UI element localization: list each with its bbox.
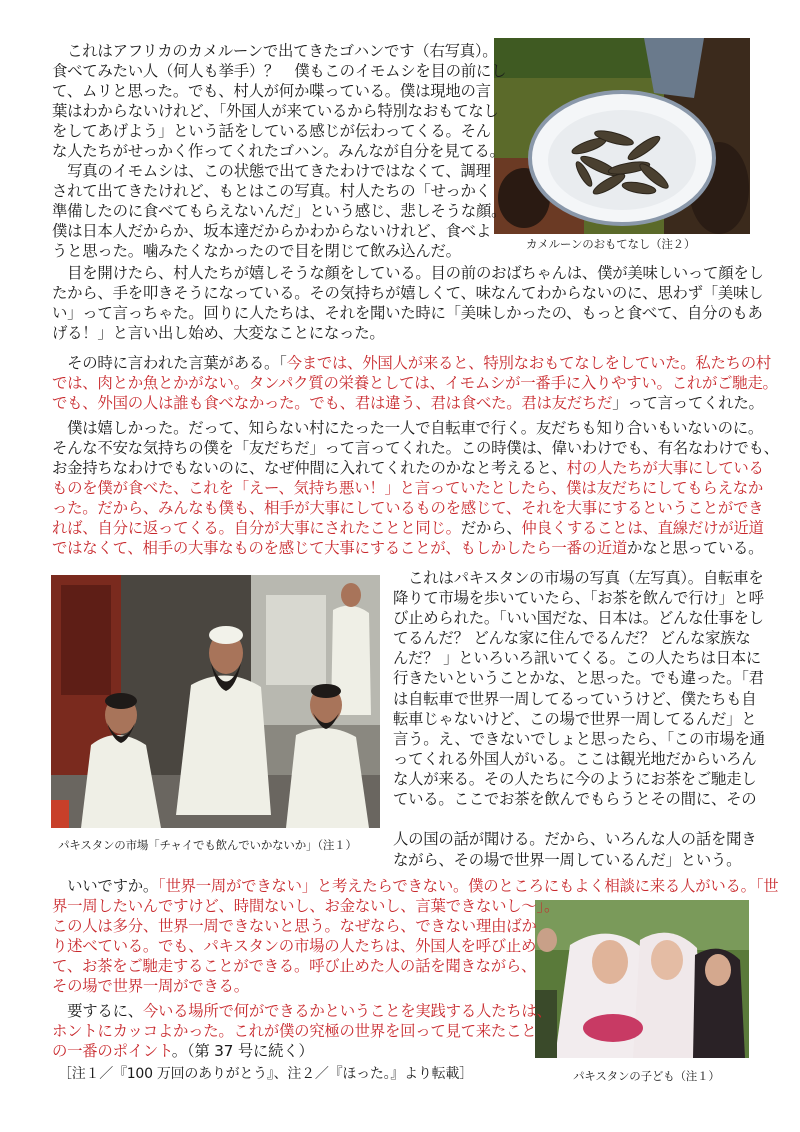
text-line: をしてあげよう」という話をしている感じが伝わってくる。そん [52,122,491,140]
cameroon-photo-caption: カメルーンのおもてなし（注２） [526,237,696,251]
source-footnote: ［注１／『100 万回のありがとう』、注２／『ほった。』より転載］ [58,1066,473,1082]
pakistan-market-photo [51,575,380,828]
text-line [52,1041,314,1061]
text-line: 行きたいということかな、と思った。でも違った。「君 [393,669,764,687]
cameroon-photo [494,38,750,234]
highlight-line: その場で世界一周ができる。 [52,977,249,995]
pakistan-children-photo [535,900,749,1058]
text-line [52,353,771,373]
highlight-line: では、肉とか魚とかがない。タンパク質の栄養としては、イモムシが一番手に入りやすい。これがご馳走。 [52,374,778,392]
text-line: これはパキスタンの市場の写真（左写真）。自転車を [393,569,764,587]
text-line: 準備したのに食べてもらえないんだ」という感じ、悲しそうな顔。 [52,202,507,220]
highlight-line: り述べている。でも、パキスタンの市場の人たちは、外国人を呼び止め [52,937,537,955]
highlight-span: 今いる場所で何ができるかということを実践する人たちは、 [142,1002,552,1020]
text-span: 要するに、 [52,1002,143,1020]
text-span: お金持ちなわけでもないのに、なぜ仲間に入れてくれたのかなと考えると、 [52,459,567,477]
text-line: な人が来る。その人たちに今のようにお茶をご馳走し [393,770,757,788]
highlight-line: ものを僕が食べた、これを「えー、気持ち悪い！」と言っていたとしたら、僕は友だちにしてもらえなか [52,479,763,497]
highlight-span: 今までは、外国人が来ると、特別なおもてなしをしていた。私たちの村 [286,354,772,372]
text-span: その時に言われた言葉がある。「 [52,354,287,372]
text-line [52,1001,552,1021]
pakistan-children-photo-caption: パキスタンの子ども（注１） [573,1069,720,1083]
text-line [52,393,764,413]
text-line: ながら、その場で世界一周しているんだ」という。 [393,851,742,869]
text-line: ている。ここでお茶を飲んでもらうとその間に、その [393,790,757,808]
text-line: 言う。え、できないでしょと思ったら、「この市場を通 [393,730,765,748]
text-line: い」って言っちゃた。回りに人たちは、それを聞いた時に「美味しかったの、もっと食べて、自分のもあ [52,304,763,322]
text-line: うと思った。噛みたくなかったので目を閉じて飲み込んだ。 [52,242,461,260]
highlight-span: れば、自分に返ってくる。自分が大事にされたことと同じ。 [52,519,461,537]
text-span: いいですか。 [52,877,158,895]
pakistan-market-photo-caption: パキスタンの市場「チャイでも飲んでいかないか」（注１） [58,838,357,852]
text-line: されて出てきたけれど、もとはこの写真。村人たちの「せっかく [52,182,491,200]
text-line [52,876,778,896]
text-line: ってくれる外国人がいる。ここは観光地だからいろん [393,750,757,768]
text-line: 目を開けたら、村人たちが嬉しそうな顔をしている。目の前のおばちゃんは、僕が美味しいって顔をし [52,264,764,282]
highlight-span: 仲良くすることは、直線だけが近道 [521,519,764,537]
text-line: な人たちがせっかく作ってくれたゴハン。みんなが自分を見てる。 [52,142,505,160]
text-line: は自転車で世界一周してるっていうけど、僕たちも自 [393,690,757,708]
highlight-line: った。だから、みんなも僕も、相手が大事にしているものを感じて、それを大事にするということができ [52,499,764,517]
text-span: だから、 [460,519,522,537]
text-line: 葉はわからないけれど、「外国人が来ているから特別なおもてなし [52,102,499,120]
text-line: てるんだ？ どんな家に住んでるんだ？ どんな家族な [393,629,751,647]
text-span: かなと思っている。 [627,539,764,557]
highlight-span: の一番のポイント [52,1042,172,1060]
highlight-span: 村の人たちが大事にしている [566,459,764,477]
text-line: 転車じゃないけど、この場で世界一周してるんだ」と [393,710,757,728]
text-span: 」って言ってくれた。 [612,394,764,412]
highlight-line: この人は多分、世界一周できないと思う。なぜなら、できない理由ばか [52,917,537,935]
text-line [52,538,763,558]
text-line: 僕は日本人だからか、坂本達だからかわからないけれど、食べよ [52,222,492,240]
text-line: び止められた。「いい国だな、日本は。どんな仕事をし [393,609,764,627]
text-line: 食べてみたい人（何人も挙手）？ 僕もこのイモムシを目の前にし [52,62,507,80]
text-line: んだ？ 」といろいろ訊いてくる。この人たちは日本に [393,649,762,667]
text-line: これはアフリカのカメルーンで出てきたゴハンです（右写真）。 [52,42,498,60]
highlight-span: でも、外国の人は誰も食べなかった。でも、君は違う、君は食べた。君は友だちだ [52,394,613,412]
text-line: そんな不安な気持ちの僕を「友だちだ」って言ってくれた。この時僕は、偉いわけでも、有名なわけでも、 [52,439,779,457]
highlight-line: 界一周したいんですけど、時間ないし、お金ないし、言葉できないし〜」。 [52,897,560,915]
highlight-span: 「世界一周ができない」と考えたらできない。僕のところにもよく相談に来る人がいる。「世 [158,877,779,895]
text-line [52,518,764,538]
text-line: 僕は嬉しかった。だって、知らない村にたった一人で自転車で行く。友だちも知り合いもいないのに。 [52,419,763,437]
highlight-span: ではなくて、相手の大事なものを感じて大事にすることが、もしかしたら一番の近道 [52,539,628,557]
text-line: 写真のイモムシは、この状態で出てきたわけではなくて、調理 [52,162,491,180]
text-line: げる！」と言い出し始め、大変なことになった。 [52,324,385,342]
highlight-line: ホントにカッコよかった。これが僕の究極の世界を回って見て来たこと [52,1022,537,1040]
text-line [52,458,764,478]
text-line: 人の国の話が聞ける。だから、いろんな人の話を聞き [393,830,757,848]
text-line: 降りて市場を歩いていたら、「お茶を飲んで行け」と呼 [393,589,764,607]
highlight-line: て、お茶をご馳走することができる。呼び止めた人の話を聞きながら、 [52,957,537,975]
text-line: たから、手を叩きそうになっている。その気持ちが嬉しくて、味なんてわからないのに、思わず「美味し [52,284,764,302]
text-span: 。（第 37 号に続く） [171,1042,314,1060]
text-line: て、ムリと思った。でも、村人が何か喋っている。僕は現地の言 [52,82,491,100]
